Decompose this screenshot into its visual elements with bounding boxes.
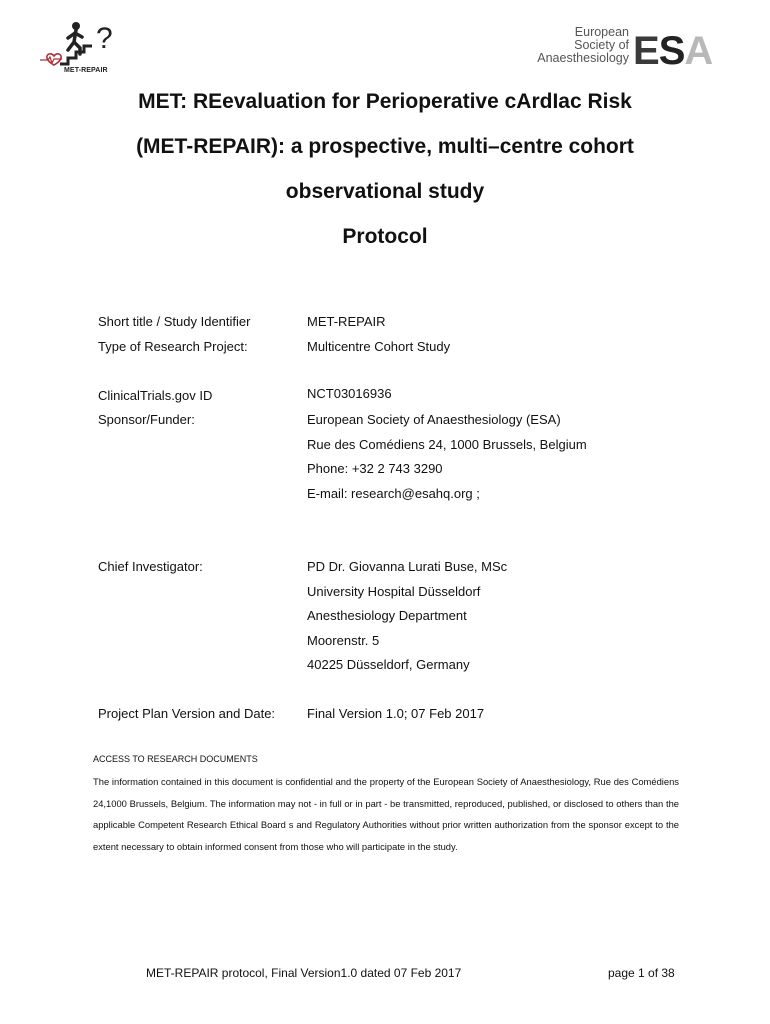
document-title-line: MET: REevaluation for Perioperative cArdIac Risk (138, 90, 632, 113)
sponsor-line: Phone: +32 2 743 3290 (307, 461, 443, 476)
esa-name-line: Society of (574, 38, 629, 52)
met-repair-logo (38, 18, 118, 78)
esa-name-line: Anaesthesiology (537, 51, 629, 65)
esa-logo (525, 24, 735, 72)
document-title-line: (MET-REPAIR): a prospective, multi–centre cohort (136, 135, 634, 158)
esa-letter-a: A (684, 29, 713, 73)
esa-letter-s: S (658, 29, 685, 73)
chief-investigator-line: 40225 Düsseldorf, Germany (307, 657, 470, 672)
esa-name (537, 26, 629, 65)
chief-investigator-line: University Hospital Düsseldorf (307, 584, 481, 599)
chief-investigator-line: Moorenstr. 5 (307, 633, 380, 648)
document-subtitle: Protocol (342, 225, 428, 248)
chief-investigator-label: Chief Investigator: (98, 559, 203, 574)
short-title-value: MET-REPAIR (307, 314, 386, 329)
plan-version-label: Project Plan Version and Date: (98, 706, 276, 721)
research-type-value: Multicentre Cohort Study (307, 339, 451, 354)
footer-document-info: MET-REPAIR protocol, Final Version1.0 dated 07 Feb 2017 (146, 966, 462, 980)
clinical-trials-label: ClinicalTrials.gov ID (98, 388, 213, 403)
stairs-climber-heart-icon (38, 18, 118, 68)
page-number: page 1 of 38 (608, 966, 675, 980)
short-title-label: Short title / Study Identifier (98, 314, 251, 329)
research-type-label: Type of Research Project: (98, 339, 248, 354)
clinical-trials-value: NCT03016936 (307, 386, 392, 401)
esa-name-line: European (574, 25, 629, 39)
sponsor-label: Sponsor/Funder: (98, 412, 195, 427)
document-title-line: observational study (285, 180, 485, 203)
sponsor-email: E-mail: research@esahq.org ; (307, 486, 480, 501)
esa-letter-e: E (633, 29, 659, 73)
esa-wordmark (633, 31, 712, 71)
chief-investigator-line: Anesthesiology Department (307, 608, 467, 623)
chief-investigator-line: PD Dr. Giovanna Lurati Buse, MSc (307, 559, 508, 574)
confidentiality-notice: The information contained in this document is confidential and the property of the European Society of Anaesthesiology, Rue des Comédiens 24,1000 Brussels, Belgium. The information may not - in full or in part - be transmitted, reproduced, published, or disclosed to others than the applicable Competent Research Ethical Board s and Regulatory Authorities without prior written authorization from the sponsor except to the extent necessary to obtain informed consent from those who will participate in the study. (93, 776, 679, 852)
access-heading: ACCESS TO RESEARCH DOCUMENTS (93, 754, 258, 764)
sponsor-line: Rue des Comédiens 24, 1000 Brussels, Belgium (307, 437, 587, 452)
logo-caption: MET-REPAIR (64, 67, 108, 74)
plan-version-value: Final Version 1.0; 07 Feb 2017 (307, 706, 485, 721)
svg-text:?: ? (96, 22, 113, 55)
sponsor-line: European Society of Anaesthesiology (ESA) (307, 412, 561, 427)
